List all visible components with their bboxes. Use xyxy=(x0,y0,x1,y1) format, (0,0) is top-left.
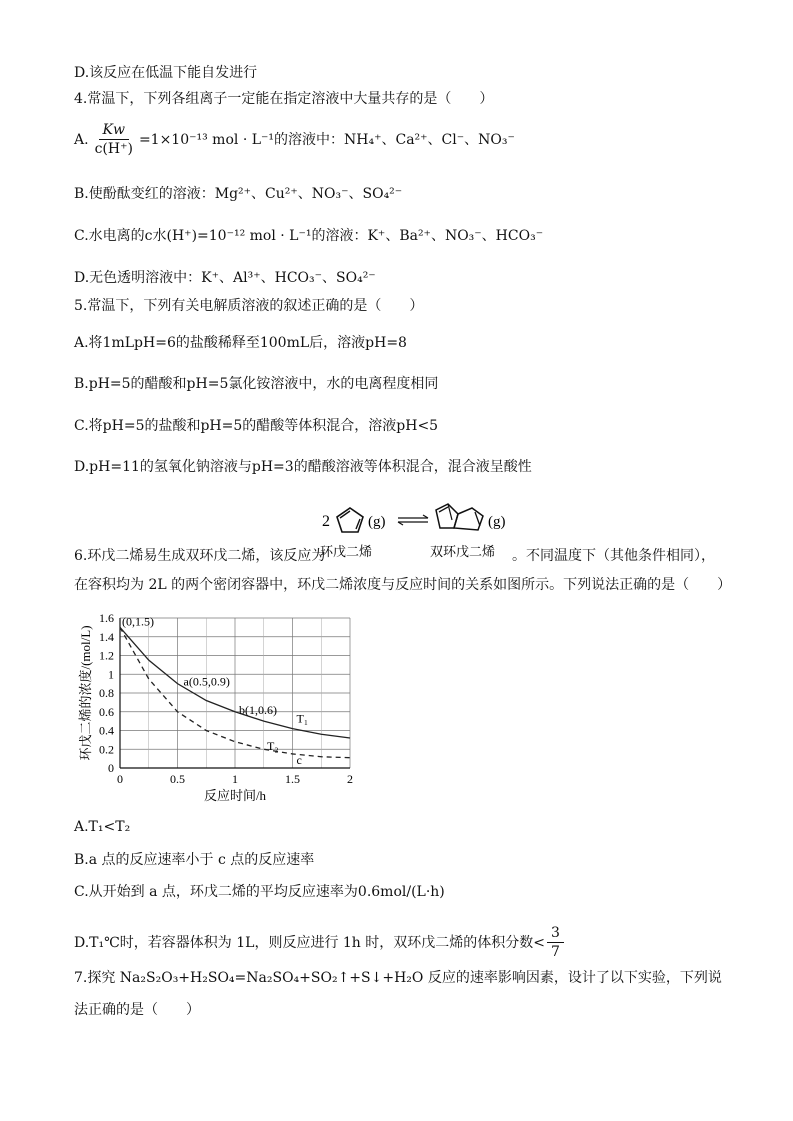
q6-stem-part-2: 。不同温度下（其他条件相同）， xyxy=(512,548,715,564)
q5-option-d: D.pH=11的氢氧化钠溶液与pH=3的醋酸溶液等体积混合，混合液呈酸性 xyxy=(74,459,532,475)
product-state: (g) xyxy=(488,514,506,530)
q6-option-c: C.从开始到 a 点，环戊二烯的平均反应速率为0.6mol/(L·h) xyxy=(74,884,445,900)
q4-option-a-fraction xyxy=(91,121,137,158)
q3-option-d: D.该反应在低温下能自发进行 xyxy=(74,65,258,81)
q5-option-c: C.将pH=5的盐酸和pH=5的醋酸等体积混合，溶液pH<5 xyxy=(74,418,439,434)
chart-annotation: T₂ xyxy=(267,738,279,753)
q4-option-a-prefix: A. xyxy=(74,131,89,148)
x-tick-label: 2 xyxy=(347,772,353,786)
q6-option-d-denominator: 7 xyxy=(551,944,560,960)
q4-option-a-numerator: Kw xyxy=(99,121,129,140)
cyclopentadiene-structure xyxy=(337,508,363,532)
chart-svg xyxy=(70,604,370,804)
q6-option-d-fraction xyxy=(547,924,564,961)
y-tick-label: 0.6 xyxy=(99,704,114,719)
y-tick-label: 0.8 xyxy=(99,686,114,700)
chart-annotation: T₁ xyxy=(296,711,309,726)
q4-option-c: C.水电离的c水(H⁺)=10⁻¹² mol · L⁻¹的溶液：K⁺、Ba²⁺、NO₃⁻、HCO₃⁻ xyxy=(74,228,544,244)
y-tick-label: 1.2 xyxy=(99,648,114,663)
product-name: 双环戊二烯 xyxy=(430,544,496,559)
reactant-name: 环戊二烯 xyxy=(320,544,373,559)
x-tick-label: 0.5 xyxy=(170,772,185,786)
q5-option-b: B.pH=5的醋酸和pH=5氯化铵溶液中，水的电离程度相同 xyxy=(74,376,439,392)
y-tick-label: 1.6 xyxy=(99,611,114,625)
x-tick-label: 1.5 xyxy=(285,772,300,786)
equilibrium-arrow-icon xyxy=(398,515,428,525)
q6-option-b: B.a 点的反应速率小于 c 点的反应速率 xyxy=(74,852,315,868)
q4-option-b: B.使酚酞变红的溶液：Mg²⁺、Cu²⁺、NO₃⁻、SO₄²⁻ xyxy=(74,186,403,202)
reactant-state: (g) xyxy=(368,514,386,530)
q6-stem-part-1: 6.环戊二烯易生成双环戊二烯，该反应为 xyxy=(74,548,326,564)
x-tick-label: 1 xyxy=(232,772,238,786)
y-tick-label: 0 xyxy=(108,761,114,775)
q7-line-1: 7.探究 Na₂S₂O₃+H₂SO₄=Na₂SO₄+SO₂↑+S↓+H₂O 反应的速率影响因素，设计了以下实验，下列说 xyxy=(74,970,722,986)
y-tick-label: 1 xyxy=(108,667,114,682)
chart-annotation: (0,1.5) xyxy=(122,614,154,629)
q5-stem: 5.常温下，下列有关电解质溶液的叙述正确的是（ ） xyxy=(74,298,424,314)
q4-option-a-rest: =1×10⁻¹³ mol · L⁻¹的溶液中：NH₄⁺、Ca²⁺、Cl⁻、NO₃⁻ xyxy=(138,131,515,148)
y-tick-label: 0.2 xyxy=(99,742,114,757)
x-tick-label: 0 xyxy=(117,772,123,786)
q6-option-d xyxy=(74,924,566,961)
q4-stem: 4.常温下，下列各组离子一定能在指定溶液中大量共存的是（ ） xyxy=(74,91,494,107)
q7-line-2: 法正确的是（ ） xyxy=(74,1002,200,1018)
chart-annotation: c xyxy=(296,752,302,767)
y-axis-label: 环戊二烯的浓度/(mol/L) xyxy=(78,625,93,761)
x-axis-label: 反应时间/h xyxy=(203,788,267,803)
q4-option-a xyxy=(74,121,515,158)
q4-option-d: D.无色透明溶液中：K⁺、Al³⁺、HCO₃⁻、SO₄²⁻ xyxy=(74,270,376,286)
y-tick-label: 1.4 xyxy=(99,629,114,644)
q6-stem-line-2: 在容积均为 2L 的两个密闭容器中，环戊二烯浓度与反应时间的关系如图所示。下列说法正确的是（ ） xyxy=(74,577,732,593)
chart-annotation: a(0.5,0.9) xyxy=(183,674,230,689)
q5-option-a: A.将1mLpH=6的盐酸稀释至100mL后，溶液pH=8 xyxy=(74,335,407,351)
concentration-time-chart xyxy=(70,604,370,804)
reaction-coefficient: 2 xyxy=(322,513,330,530)
q6-option-a: A.T₁<T₂ xyxy=(74,819,131,835)
y-tick-label: 0.4 xyxy=(99,723,114,738)
chart-annotation: b(1,0.6) xyxy=(239,702,277,717)
q6-option-d-numerator: 3 xyxy=(547,924,564,943)
q6-option-d-text: D.T₁℃时，若容器体积为 1L，则反应进行 1h 时，双环戊二烯的体积分数< xyxy=(74,934,545,951)
q4-option-a-denominator: c(H⁺) xyxy=(94,141,133,157)
dicyclopentadiene-structure xyxy=(436,504,483,530)
